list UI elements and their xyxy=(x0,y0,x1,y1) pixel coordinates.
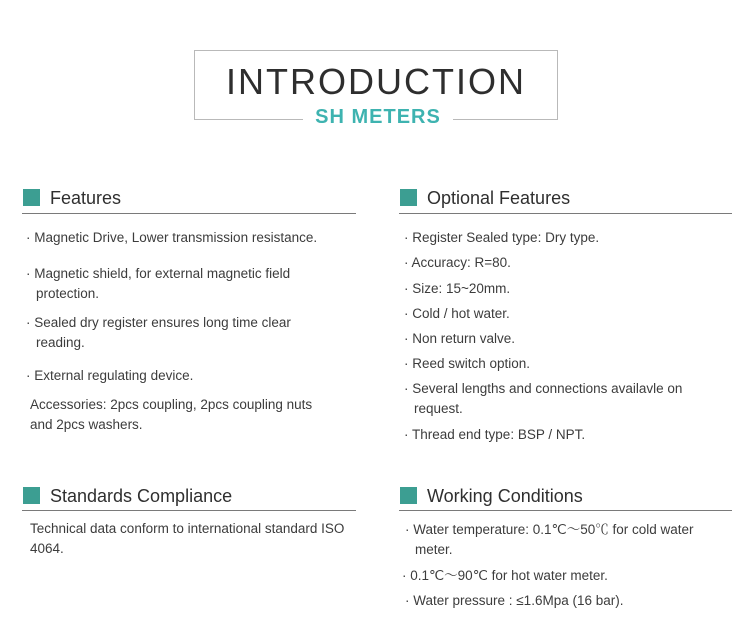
page-title: INTRODUCTION xyxy=(226,61,526,102)
features-title: Features xyxy=(50,188,122,208)
list-item: Accessories: 2pcs coupling, 2pcs coupling nuts and 2pcs washers. xyxy=(30,397,313,432)
subtitle-wrap xyxy=(303,108,453,126)
section-marker-icon xyxy=(400,487,417,504)
standards-header xyxy=(22,484,356,511)
list-item: · Magnetic shield, for external magnetic field protection. xyxy=(26,266,291,301)
section-marker-icon xyxy=(23,487,40,504)
section-marker-icon xyxy=(400,189,417,206)
list-item: · Magnetic Drive, Lower transmission resistance. xyxy=(26,230,318,245)
list-item: · 0.1℃〜90℃ for hot water meter. xyxy=(402,568,608,583)
list-item: · Register Sealed type: Dry type. xyxy=(404,230,600,245)
list-item: · Water temperature: 0.1℃〜50℃ for cold water meter. xyxy=(405,522,694,557)
standards-title: Standards Compliance xyxy=(50,486,233,506)
features-section xyxy=(22,186,356,432)
page-subtitle: SH METERS xyxy=(315,106,441,128)
working-title: Working Conditions xyxy=(427,486,583,506)
optional-header xyxy=(399,186,732,214)
list-item: · Non return valve. xyxy=(404,331,516,346)
list-item: · Cold / hot water. xyxy=(404,306,510,321)
list-item: · Several lengths and connections availavle on request. xyxy=(404,381,683,416)
list-item: · External regulating device. xyxy=(26,368,194,383)
list-item: · Reed switch option. xyxy=(404,356,531,371)
list-item: · Sealed dry register ensures long time clear reading. xyxy=(26,315,291,350)
standards-section xyxy=(22,484,356,556)
features-header xyxy=(22,186,356,214)
list-item: · Thread end type: BSP / NPT. xyxy=(404,427,586,442)
list-item: · Accuracy: R=80. xyxy=(404,255,511,270)
optional-title: Optional Features xyxy=(427,188,571,208)
section-marker-icon xyxy=(23,189,40,206)
title-box xyxy=(194,50,558,128)
list-item: · Water pressure : ≤1.6Mpa (16 bar). xyxy=(405,593,624,608)
optional-section xyxy=(399,186,732,442)
list-item: Technical data conform to international standard ISO 4064. xyxy=(30,521,345,556)
list-item: · Size: 15~20mm. xyxy=(404,281,511,296)
working-section xyxy=(399,484,732,608)
working-header xyxy=(399,484,732,511)
